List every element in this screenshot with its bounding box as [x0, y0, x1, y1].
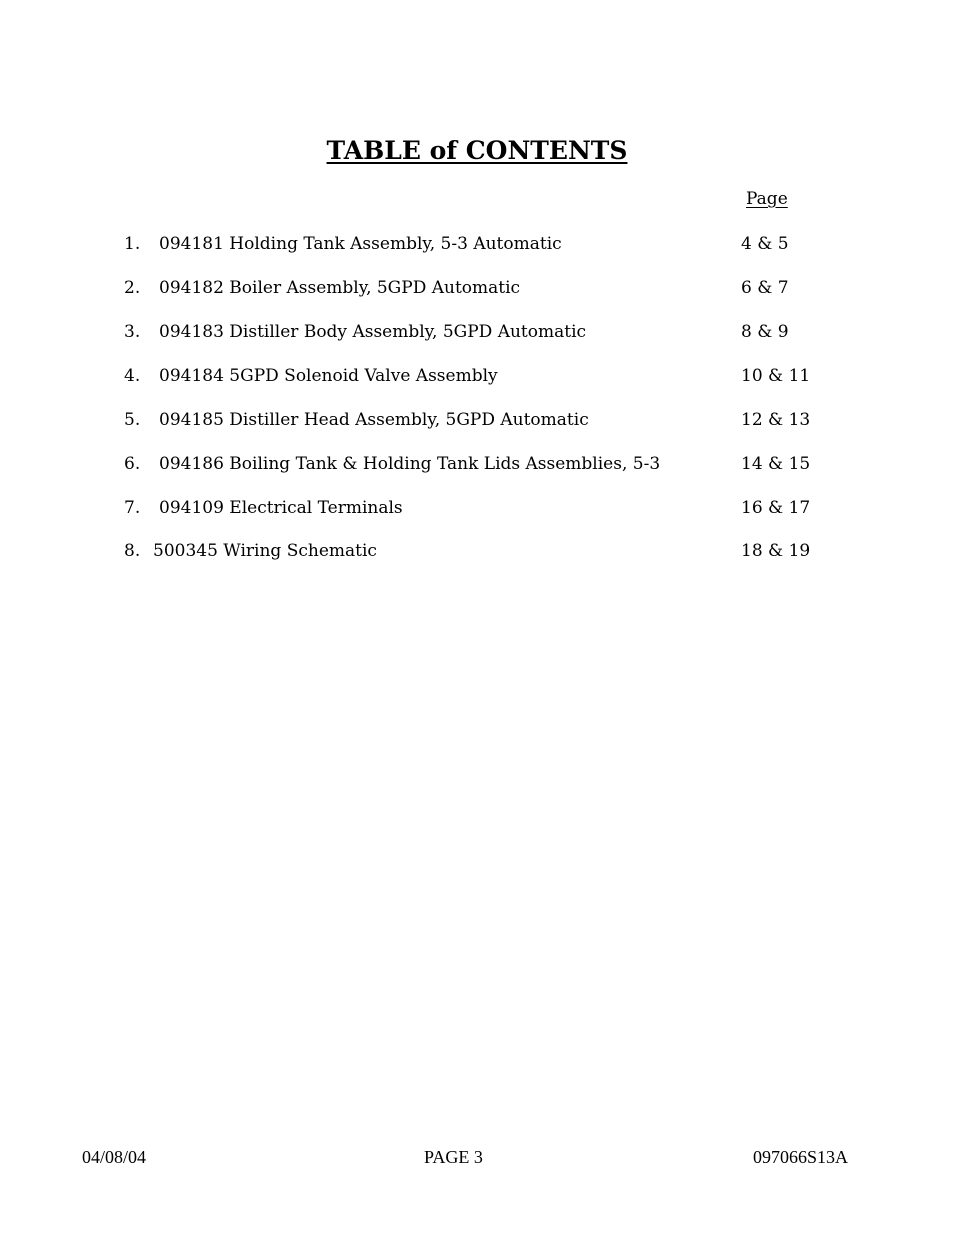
toc-entry-title: 094183 Distiller Body Assembly, 5GPD Automatic: [159, 322, 587, 342]
page-title: [0, 136, 954, 166]
toc-entry-title: 094186 Boiling Tank & Holding Tank Lids Assemblies, 5-3: [159, 454, 661, 474]
page-title-text: TABLE of CONTENTS: [326, 136, 628, 165]
toc-entry-pages: 4 & 5: [741, 234, 789, 254]
toc-entry-number: 5.: [124, 410, 141, 430]
toc-entry: [0, 276, 954, 300]
toc-entry-title: 094184 5GPD Solenoid Valve Assembly: [159, 366, 498, 386]
toc-entry: [0, 539, 954, 563]
toc-entry-title: 094182 Boiler Assembly, 5GPD Automatic: [159, 278, 521, 298]
footer-page-number: PAGE 3: [424, 1147, 483, 1167]
toc-entry-pages: 8 & 9: [741, 322, 789, 342]
toc-entry-number: 3.: [124, 322, 141, 342]
toc-entry-number: 7.: [124, 498, 141, 518]
toc-entry-title: 094181 Holding Tank Assembly, 5-3 Automatic: [159, 234, 562, 254]
toc-entry: [0, 320, 954, 344]
toc-entry-number: 4.: [124, 366, 141, 386]
toc-entry-number: 2.: [124, 278, 141, 298]
toc-entry-title: 094109 Electrical Terminals: [159, 498, 403, 518]
toc-entry-title: 500345 Wiring Schematic: [153, 541, 377, 561]
footer-date: 04/08/04: [82, 1147, 147, 1167]
footer-document-code: 097066S13A: [753, 1147, 849, 1167]
toc-entry-pages: 14 & 15: [741, 454, 811, 474]
toc-entry: [0, 232, 954, 256]
toc-entry-number: 8.: [124, 541, 141, 561]
toc-entry-number: 6.: [124, 454, 141, 474]
toc-entry-pages: 12 & 13: [741, 410, 811, 430]
toc-entry: [0, 408, 954, 432]
page-column-header: Page: [746, 189, 788, 209]
toc-entry-title: 094185 Distiller Head Assembly, 5GPD Automatic: [159, 410, 589, 430]
toc-entry-pages: 10 & 11: [741, 366, 811, 386]
toc-entry: [0, 364, 954, 388]
toc-entry-number: 1.: [124, 234, 141, 254]
toc-entry-pages: 18 & 19: [741, 541, 811, 561]
toc-entry-pages: 16 & 17: [741, 498, 811, 518]
toc-entry: [0, 496, 954, 520]
toc-entry: [0, 452, 954, 476]
toc-entry-pages: 6 & 7: [741, 278, 789, 298]
